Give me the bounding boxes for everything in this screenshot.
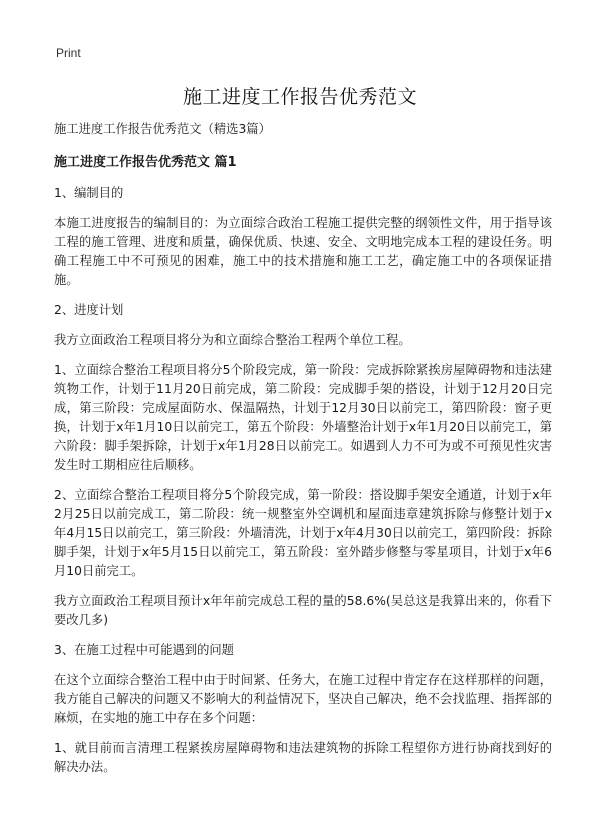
paragraph-plan-intro: 我方立面政治工程项目将分为和立面综合整治工程两个单位工程。 xyxy=(54,333,411,347)
document-body xyxy=(54,120,552,788)
section-heading: 施工进度工作报告优秀范文 篇1 xyxy=(54,155,237,170)
paragraph-purpose: 本施工进度报告的编制目的：为立面综合政治工程施工提供完整的纲领性文件，用于指导该工程的施工管理、进度和质量，确保优质、快速、安全、文明地完成本工程的建设任务。明确工程施工中不可预见的困难，施工中的技术措施和施工工艺，确定施工中的各项保证措施。 xyxy=(54,216,552,287)
paragraph-issue-1: 1、就目前而言清理工程紧挨房屋障碍物和违法建筑物的拆除工程望你方进行协商找到好的解决办法。 xyxy=(54,741,552,774)
heading-1: 1、编制目的 xyxy=(54,186,124,200)
document-subtitle: 施工进度工作报告优秀范文（精选3篇） xyxy=(54,122,271,136)
print-label[interactable]: Print xyxy=(56,46,81,60)
paragraph-plan-2: 2、立面综合整治工程项目将分5个阶段完成，第一阶段：搭设脚手架安全通道，计划于x年2月25日以前完成工，第二阶段：统一规整室外空调机和屋面违章建筑拆除与修整计划于x年4月15日以前完工，第三阶段：外墙清洗，计划于x年4月30日以前完工，第四阶段：拆除脚手架，计划于x年5月15日以前完工，第五阶段：室外踏步修整与零星项目，计划于x年6月10日前完工。 xyxy=(54,488,552,578)
paragraph-progress: 我方立面政治工程项目预计x年年前完成总工程的量的58.6%(吴总这是我算出来的，你看下要改几多) xyxy=(54,594,552,627)
paragraph-issues: 在这个立面综合整治工程中由于时间紧、任务大，在施工过程中肯定存在这样那样的问题，我方能自己解决的问题又不影响大的利益情况下，坚决自己解决，绝不会找监理、指挥部的麻烦，在实地的施工中存在多个问题： xyxy=(54,673,552,725)
heading-3: 3、在施工过程中可能遇到的问题 xyxy=(54,643,234,657)
heading-2: 2、进度计划 xyxy=(54,303,124,317)
paragraph-plan-1: 1、立面综合整治工程项目将分5个阶段完成，第一阶段：完成拆除紧挨房屋障碍物和违法建筑物工作，计划于11月20日前完成，第二阶段：完成脚手架的搭设，计划于12月20日完成，第三阶段：完成屋面防水、保温隔热，计划于12月30日以前完工，第四阶段：窗子更换，计划于x年1月10日以前完工，第五个阶段：外墙整治计划于x年1月20日以前完工，第六阶段：脚手架拆除，计划于x年1月28日以前完工。如遇到人力不可为或不可预见性灾害发生时工期相应往后顺移。 xyxy=(54,363,552,472)
document-title: 施工进度工作报告优秀范文 xyxy=(182,86,417,108)
